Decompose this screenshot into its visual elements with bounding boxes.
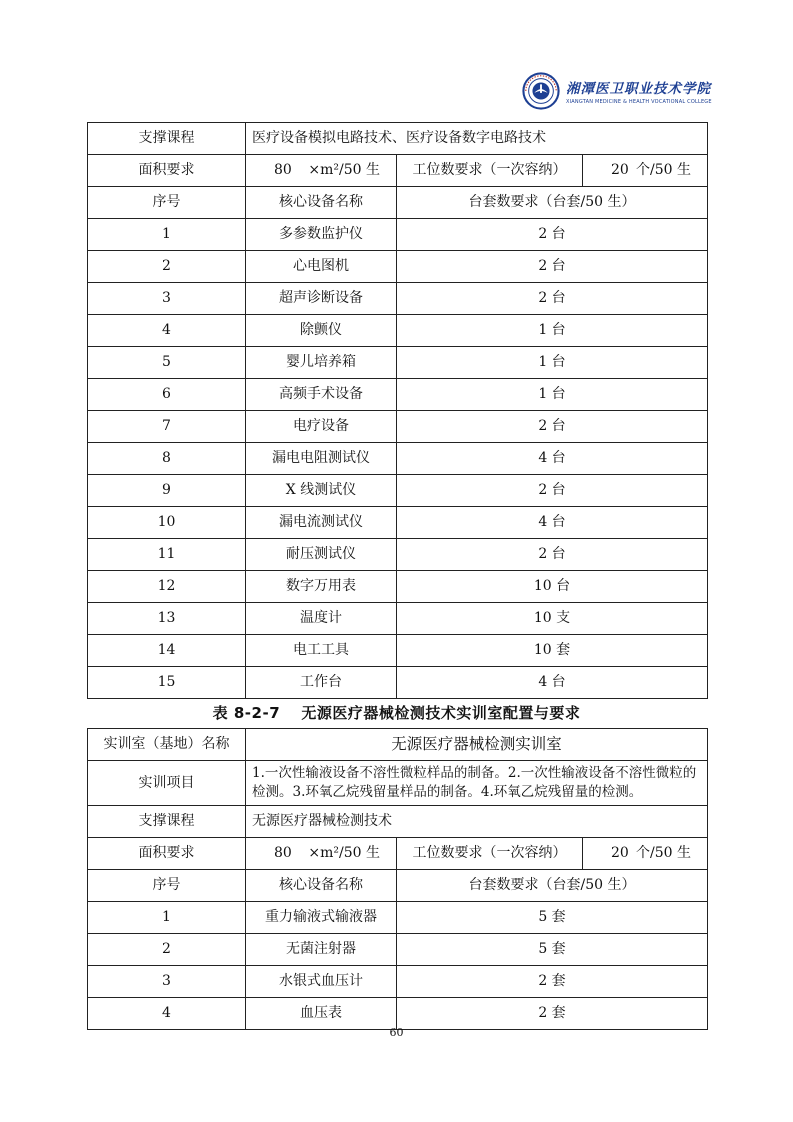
row-quantity: 2 台: [397, 539, 708, 571]
row-quantity: 2 台: [397, 283, 708, 315]
row-quantity: 4 台: [397, 443, 708, 475]
row-index: 12: [88, 571, 246, 603]
row-equipment-name: 电疗设备: [246, 411, 397, 443]
table-row: [88, 539, 708, 571]
row-index: 4: [88, 998, 246, 1030]
row-equipment-name: 水银式血压计: [246, 966, 397, 998]
table-header-row: [88, 187, 708, 219]
area-value: [246, 155, 397, 187]
row-index: 7: [88, 411, 246, 443]
table-row: [88, 966, 708, 998]
header-quantity: 台套数要求（台套/50 生）: [397, 187, 708, 219]
table1-body: [88, 219, 708, 699]
room-name-value: 无源医疗器械检测实训室: [246, 729, 708, 761]
area-label: 面积要求: [88, 155, 246, 187]
row-index: 1: [88, 902, 246, 934]
logo-chinese-name: 湘潭医卫职业技术学院: [566, 81, 711, 97]
table-row: [88, 411, 708, 443]
station-number: 20: [611, 162, 629, 178]
row-quantity: 2 套: [397, 966, 708, 998]
header-equipment-name: 核心设备名称: [246, 870, 397, 902]
row-index: 15: [88, 667, 246, 699]
row-equipment-name: 心电图机: [246, 251, 397, 283]
row-equipment-name: 多参数监护仪: [246, 219, 397, 251]
room-name-row: [88, 729, 708, 761]
row-index: 1: [88, 219, 246, 251]
row-quantity: 2 台: [397, 411, 708, 443]
station-label: 工位数要求（一次容纳）: [397, 155, 583, 187]
header-index: 序号: [88, 870, 246, 902]
row-index: 13: [88, 603, 246, 635]
row-equipment-name: 漏电流测试仪: [246, 507, 397, 539]
training-project-row: [88, 761, 708, 806]
support-course-value: 无源医疗器械检测技术: [246, 806, 708, 838]
row-quantity: 10 支: [397, 603, 708, 635]
table-row: [88, 315, 708, 347]
college-seal-icon: [522, 72, 560, 110]
row-quantity: 2 套: [397, 998, 708, 1030]
support-course-value: 医疗设备模拟电路技术、医疗设备数字电路技术: [246, 123, 708, 155]
station-value: [583, 155, 708, 187]
row-quantity: 2 台: [397, 251, 708, 283]
station-label: 工位数要求（一次容纳）: [397, 838, 583, 870]
row-equipment-name: 婴儿培养箱: [246, 347, 397, 379]
table-row: [88, 507, 708, 539]
row-quantity: 2 台: [397, 475, 708, 507]
table-row: [88, 667, 708, 699]
row-index: 3: [88, 966, 246, 998]
table-row: [88, 443, 708, 475]
row-quantity: 1 台: [397, 315, 708, 347]
header-equipment-name: 核心设备名称: [246, 187, 397, 219]
row-quantity: 1 台: [397, 379, 708, 411]
table-header-row: [88, 870, 708, 902]
row-index: 9: [88, 475, 246, 507]
logo-english-name: XIANGTAN MEDICINE & HEALTH VOCATIONAL COLLEGE: [566, 99, 712, 105]
area-unit: ×m²/50 生: [308, 845, 380, 861]
equipment-table-2: [87, 728, 708, 1030]
row-quantity: 2 台: [397, 219, 708, 251]
table-row: [88, 379, 708, 411]
row-equipment-name: 耐压测试仪: [246, 539, 397, 571]
table-row: [88, 475, 708, 507]
row-equipment-name: 超声诊断设备: [246, 283, 397, 315]
support-course-row: [88, 123, 708, 155]
row-index: 5: [88, 347, 246, 379]
area-label: 面积要求: [88, 838, 246, 870]
requirements-row: [88, 838, 708, 870]
row-equipment-name: 漏电电阻测试仪: [246, 443, 397, 475]
row-index: 6: [88, 379, 246, 411]
row-equipment-name: 工作台: [246, 667, 397, 699]
table-row: [88, 635, 708, 667]
row-quantity: 1 台: [397, 347, 708, 379]
table-row: [88, 998, 708, 1030]
area-value: [246, 838, 397, 870]
station-unit: 个/50 生: [636, 845, 692, 861]
row-index: 8: [88, 443, 246, 475]
training-project-label: 实训项目: [88, 761, 246, 806]
row-quantity: 4 台: [397, 507, 708, 539]
row-index: 3: [88, 283, 246, 315]
table-row: [88, 283, 708, 315]
table-row: [88, 603, 708, 635]
row-quantity: 5 套: [397, 934, 708, 966]
table-caption: 表 8-2-7 无源医疗器械检测技术实训室配置与要求: [212, 704, 581, 722]
row-equipment-name: 电工工具: [246, 635, 397, 667]
row-quantity: 10 台: [397, 571, 708, 603]
row-equipment-name: X 线测试仪: [246, 475, 397, 507]
row-equipment-name: 血压表: [246, 998, 397, 1030]
row-equipment-name: 重力输液式输液器: [246, 902, 397, 934]
header-index: 序号: [88, 187, 246, 219]
station-value: [583, 838, 708, 870]
support-course-label: 支撑课程: [88, 806, 246, 838]
row-equipment-name: 数字万用表: [246, 571, 397, 603]
table-row: [88, 251, 708, 283]
row-quantity: 5 套: [397, 902, 708, 934]
row-index: 10: [88, 507, 246, 539]
table2-body: [88, 902, 708, 1030]
row-equipment-name: 除颤仪: [246, 315, 397, 347]
room-name-label: 实训室（基地）名称: [88, 729, 246, 761]
table-row: [88, 902, 708, 934]
row-quantity: 4 台: [397, 667, 708, 699]
row-index: 14: [88, 635, 246, 667]
row-equipment-name: 无菌注射器: [246, 934, 397, 966]
training-project-value: 1.一次性输液设备不溶性微粒样品的制备。2.一次性输液设备不溶性微粒的检测。3.环氧乙烷残留量样品的制备。4.环氧乙烷残留量的检测。: [246, 761, 708, 806]
row-index: 2: [88, 251, 246, 283]
equipment-table-1: [87, 122, 708, 699]
support-course-row: [88, 806, 708, 838]
row-index: 2: [88, 934, 246, 966]
table-row: [88, 571, 708, 603]
row-quantity: 10 套: [397, 635, 708, 667]
area-unit: ×m²/50 生: [308, 162, 380, 178]
row-index: 4: [88, 315, 246, 347]
area-number: 80: [274, 162, 292, 178]
table-row: [88, 934, 708, 966]
table-row: [88, 219, 708, 251]
station-unit: 个/50 生: [636, 162, 692, 178]
requirements-row: [88, 155, 708, 187]
college-logo: [522, 70, 712, 112]
area-number: 80: [274, 845, 292, 861]
row-equipment-name: 高频手术设备: [246, 379, 397, 411]
station-number: 20: [611, 845, 629, 861]
row-index: 11: [88, 539, 246, 571]
row-equipment-name: 温度计: [246, 603, 397, 635]
page-number: 60: [389, 1026, 404, 1039]
header-quantity: 台套数要求（台套/50 生）: [397, 870, 708, 902]
support-course-label: 支撑课程: [88, 123, 246, 155]
table-row: [88, 347, 708, 379]
